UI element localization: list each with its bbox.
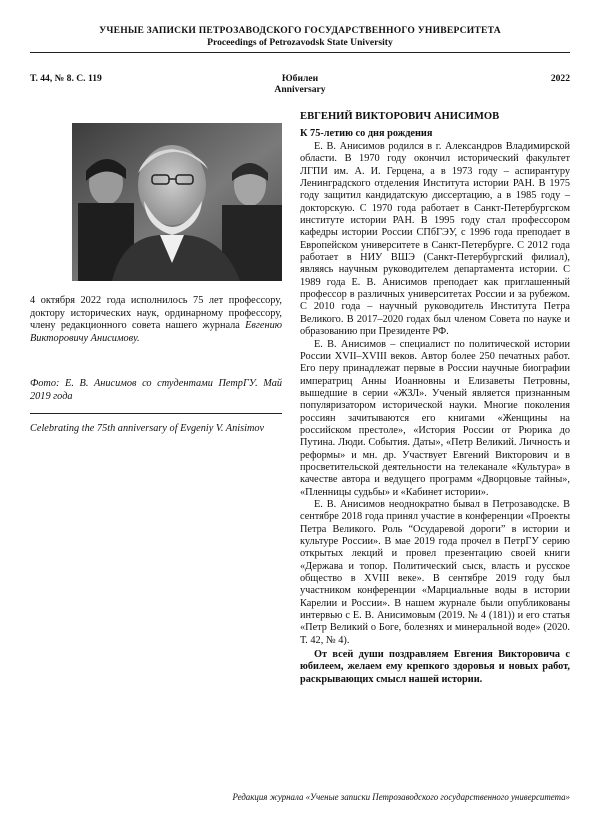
article-subtitle: К 75-летию со дня рождения — [300, 128, 433, 139]
volume-info: Т. 44, № 8. С. 119 — [30, 73, 102, 84]
congratulations: От всей души поздравляем Евгения Викторовича с юбилеем, желаем ему крепкого здоровья и новых работ, раскрывающих смысл нашей истории. — [300, 649, 570, 685]
paragraph: Е. В. Анисимов – специалист по политической истории России XVII–XVIII веков. Автор более 250 печатных работ. Его перу принадлежат первые в России научные биографии императриц Анны Иоанновны и Елизаветы Петровны, вышедшие в серии «ЖЗЛ». Ученый является признанным популяризатором исторической науки. Многие поколения россиян зачитываются его книгами «Женщины на российском престоле», «История России от Рюрика до Путина. Люди. События. Даты», «Петр Великий. Личность и реформы» и мн. др. Участвует Евгений Викторович и в просветительской деятельности на телеканале «Культура» в качестве автора и ведущего программ «Дворцовые тайны», «Пленницы судьбы» и «Кабинет истории». — [300, 338, 570, 498]
section-ru: Юбилеи — [281, 73, 319, 84]
section-label — [200, 73, 400, 95]
section-en: Anniversary — [274, 84, 326, 95]
caption-text: 4 октября 2022 года исполнилось 75 лет профессору, доктору исторических наук, ординарному профессору, члену редакционного совета нашего журнала — [30, 295, 282, 331]
paragraph: Е. В. Анисимов родился в г. Александров Владимирской области. В 1970 году окончил исторический факультет ЛГПИ им. А. И. Герцена, а в 1973 году – аспирантуру Ленинградского отделения Института истории РАН. В 1975 году защитил кандидатскую диссертацию, а в 1985 году – докторскую. С 1970 года работает в Санкт-Петербургском институте истории РАН. В 1995 году стал профессором кафедры истории России СПбГЭУ, с 1996 года преподает в Европейском университете в Санкт-Петербурге. С 2012 года работает в НИУ ВШЭ (Санкт-Петербургский филиал), являясь научным руководителем департамента истории. С 1989 года Е. В. Анисимов преподает как приглашенный профессор в различных университетах России и за рубежом. С 2010 года – научный руководитель Института Петра Великого. В 2017–2020 годах был членом Совета по науке и образованию при Президенте РФ. — [300, 141, 570, 338]
year: 2022 — [550, 73, 570, 84]
journal-title: УЧЕНЫЕ ЗАПИСКИ ПЕТРОЗАВОДСКОГО ГОСУДАРСТВЕННОГО УНИВЕРСИТЕТА — [99, 25, 501, 36]
portrait-photo — [72, 123, 282, 281]
photo-caption — [30, 295, 282, 345]
photo-illustration — [72, 123, 282, 281]
english-note: Celebrating the 75th anniversary of Evgeniy V. Anisimov — [30, 423, 265, 434]
photo-credit: Фото: Е. В. Анисимов со студентами ПетрГУ. Май 2019 года — [30, 378, 282, 402]
article-body — [300, 141, 570, 686]
header-rule — [30, 52, 570, 53]
paragraph: Е. В. Анисимов неоднократно бывал в Петрозаводске. В сентябре 2018 года принял участие в конференции «Проекты Петра Великого. Роль “Осударевой дороги” в истории и культуре России». В мае 2019 года прочел в ПетрГУ серию открытых лекций и провел презентацию своей книги «Держава и топор. Политический сыск, власть и русское общество в XVIII веке». В сентябре 2019 году был участником конференции «Марциальные воды в истории Карелии и России». В нашем журнале были опубликованы интервью с Е. В. Анисимовым (2019. № 4 (181)) и его статья «Петр Великий о Боге, болезнях и минеральной воде» (2020. Т. 42, № 4). — [300, 498, 570, 646]
caption-name: Евгению Викторовичу Анисимову. — [30, 320, 282, 344]
left-rule — [30, 413, 282, 414]
article-title: ЕВГЕНИЙ ВИКТОРОВИЧ АНИСИМОВ — [300, 111, 500, 122]
journal-title-english: Proceedings of Petrozavodsk State University — [207, 37, 393, 48]
editorial-signature: Редакция журнала «Ученые записки Петрозаводского государственного университета» — [232, 792, 570, 802]
